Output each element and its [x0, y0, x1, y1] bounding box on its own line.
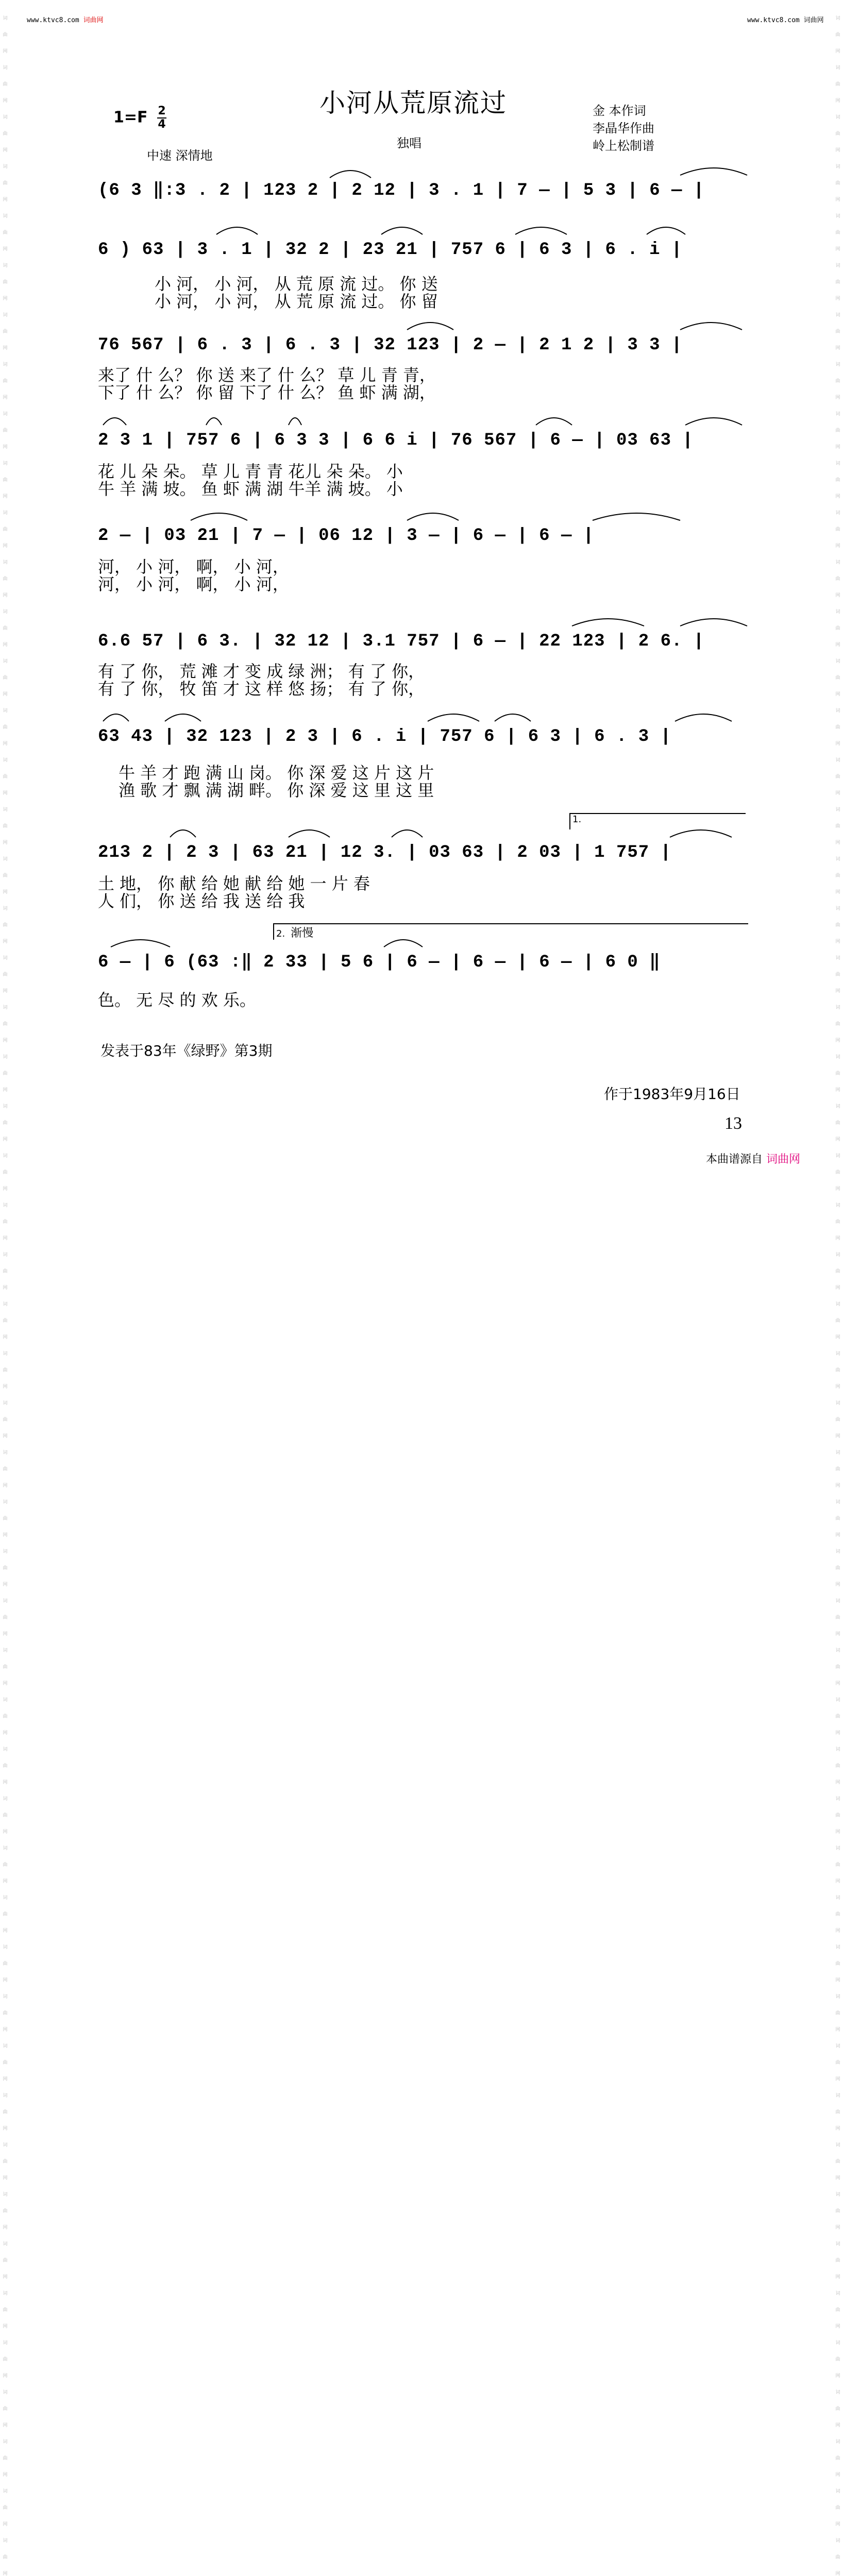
publication-note: 发表于83年《绿野》第3期: [100, 1042, 273, 1059]
lyrics-verse-1: 牛 羊 才 跑 满 山 岗。 你 深 爱 这 片 这 片: [119, 763, 434, 783]
slur-mark: [111, 940, 170, 947]
notes-line: 76 567 | 6 . 3 | 6 . 3 | 32 123 | 2 — | 2 1 2 | 3 3 |: [98, 335, 683, 355]
slur-mark: [216, 227, 258, 234]
tempo-change-text: 渐慢: [291, 927, 314, 940]
notes-line: 6 ) 63 | 3 . 1 | 32 2 | 23 21 | 757 6 | 6 3 | 6 . i |: [98, 240, 683, 260]
slur-mark: [289, 418, 301, 425]
performance-type: 独唱: [397, 136, 422, 150]
slur-mark: [407, 513, 459, 520]
lyrics-verse-1: 小 河， 小 河， 从 荒 原 流 过。 你 送: [155, 274, 438, 294]
lyrics-verse-2: 人 们， 你 送 给 我 送 给 我: [98, 891, 305, 911]
lyrics-verse-2: 小 河， 小 河， 从 荒 原 流 过。 你 留: [155, 292, 438, 311]
slur-mark: [515, 227, 567, 234]
site-name-right: 词曲网: [803, 16, 824, 24]
slur-mark: [407, 323, 453, 330]
slur-mark: [165, 714, 201, 721]
time-sig-top: 2: [158, 105, 166, 117]
slur-mark: [191, 513, 247, 520]
lyrics-verse-1: 河， 小 河， 啊， 小 河，: [98, 557, 289, 577]
notes-line: 2 — | 03 21 | 7 — | 06 12 | 3 — | 6 — | 6 — |: [98, 526, 595, 546]
source-prefix: 本曲谱源自: [706, 1153, 763, 1166]
slur-mark: [384, 940, 423, 947]
volta-2-label: 2.: [276, 928, 285, 939]
key-label: 1=F: [113, 108, 148, 127]
notes-line: 6 — | 6 (63 :‖ 2 33 | 5 6 | 6 — | 6 — | 6 — | 6 0 ‖: [98, 953, 661, 972]
site-url-left[interactable]: www.ktvc8.com: [27, 16, 79, 24]
volta-1-label: 1.: [572, 814, 582, 825]
source-site-link[interactable]: 词曲网: [766, 1153, 801, 1166]
notes-line: 2 3 1 | 757 6 | 6 3 3 | 6 6 i | 76 567 | 6 — | 03 63 |: [98, 431, 694, 450]
slur-mark: [103, 418, 126, 425]
site-name-left: 词曲网: [83, 16, 104, 24]
slur-mark: [330, 171, 371, 178]
slur-mark: [103, 714, 129, 721]
lyrics-verse-1: 色。 无 尽 的 欢 乐。: [98, 990, 256, 1010]
composition-date: 作于1983年9月16日: [604, 1086, 740, 1103]
slur-mark: [675, 714, 732, 721]
tempo-marking: 中速 深情地: [147, 148, 213, 163]
notes-line: 63 43 | 32 123 | 2 3 | 6 . i | 757 6 | 6 3 | 6 . 3 |: [98, 727, 671, 747]
lyrics-verse-2: 河， 小 河， 啊， 小 河，: [98, 574, 289, 594]
lyrics-verse-1: 土 地， 你 献 给 她 献 给 她 一 片 春: [98, 874, 370, 893]
song-title: 小河从荒原流过: [319, 88, 507, 118]
notes-line: (6 3 ‖:3 . 2 | 123 2 | 2 12 | 3 . 1 | 7 — | 5 3 | 6 — |: [98, 181, 705, 200]
lyricist: 金 本作词: [593, 104, 646, 118]
slur-mark: [572, 619, 644, 626]
slur-mark: [670, 830, 732, 837]
slur-mark: [206, 418, 222, 425]
slur-mark: [170, 830, 196, 837]
lyrics-verse-1: 花 儿 朵 朵。 草 儿 青 青 花儿 朵 朵。 小: [98, 462, 403, 481]
slur-mark: [680, 619, 747, 626]
left-watermark-strip: 词曲网词曲网词曲网词曲网词曲网词曲网词曲网词曲网词曲网词曲网词曲网词曲网词曲网词曲网词曲网词曲网词曲网词曲网词曲网词曲网词曲网词曲网词曲网词曲网词曲网词曲网词曲网词曲网词曲网词曲网词曲网词曲网词曲网词曲网词曲网词曲网词曲网词曲网词曲网词曲网词曲网词曲网词曲网词曲网词曲网词曲网词曲网词曲网词曲网词曲网词曲网词曲网: [3, 16, 8, 2576]
lyrics-verse-2: 牛 羊 满 坡。 鱼 虾 满 湖 牛羊 满 坡。 小: [98, 479, 403, 499]
right-watermark-strip: 词曲网词曲网词曲网词曲网词曲网词曲网词曲网词曲网词曲网词曲网词曲网词曲网词曲网词曲网词曲网词曲网词曲网词曲网词曲网词曲网词曲网词曲网词曲网词曲网词曲网词曲网词曲网词曲网词曲网词曲网词曲网词曲网词曲网词曲网词曲网词曲网词曲网词曲网词曲网词曲网词曲网词曲网词曲网词曲网词曲网词曲网词曲网词曲网词曲网词曲网词曲网词曲网: [835, 16, 840, 2576]
slur-mark: [392, 830, 423, 837]
slur-mark: [647, 227, 685, 234]
lyrics-verse-2: 渔 歌 才 飘 满 湖 畔。 你 深 爱 这 里 这 里: [119, 781, 434, 800]
notes-line: 213 2 | 2 3 | 63 21 | 12 3. | 03 63 | 2 03 | 1 757 |: [98, 843, 671, 862]
transcriber: 岭上松制谱: [593, 139, 654, 153]
slur-mark: [536, 418, 572, 425]
composer: 李晶华作曲: [593, 121, 654, 135]
lyrics-verse-2: 有 了 你， 牧 笛 才 这 样 悠 扬； 有 了 你，: [98, 679, 425, 699]
slur-mark: [289, 830, 330, 837]
slur-mark: [680, 168, 747, 175]
lyrics-verse-1: 来了 什 么？ 你 送 来了 什 么？ 草 儿 青 青，: [98, 365, 436, 385]
notes-line: 6.6 57 | 6 3. | 32 12 | 3.1 757 | 6 — | 22 123 | 2 6. |: [98, 632, 705, 651]
slur-mark: [593, 513, 680, 520]
time-sig-bottom: 4: [158, 118, 166, 131]
slur-mark: [685, 418, 742, 425]
slur-mark: [495, 714, 531, 721]
site-url-right[interactable]: www.ktvc8.com: [747, 16, 800, 24]
page-number: 13: [724, 1114, 742, 1133]
slur-mark: [428, 714, 479, 721]
lyrics-verse-1: 有 了 你， 荒 滩 才 变 成 绿 洲； 有 了 你，: [98, 662, 425, 681]
slur-mark: [381, 227, 423, 234]
slur-mark: [680, 323, 742, 330]
lyrics-verse-2: 下了 什 么？ 你 留 下了 什 么？ 鱼 虾 满 湖，: [98, 383, 436, 402]
